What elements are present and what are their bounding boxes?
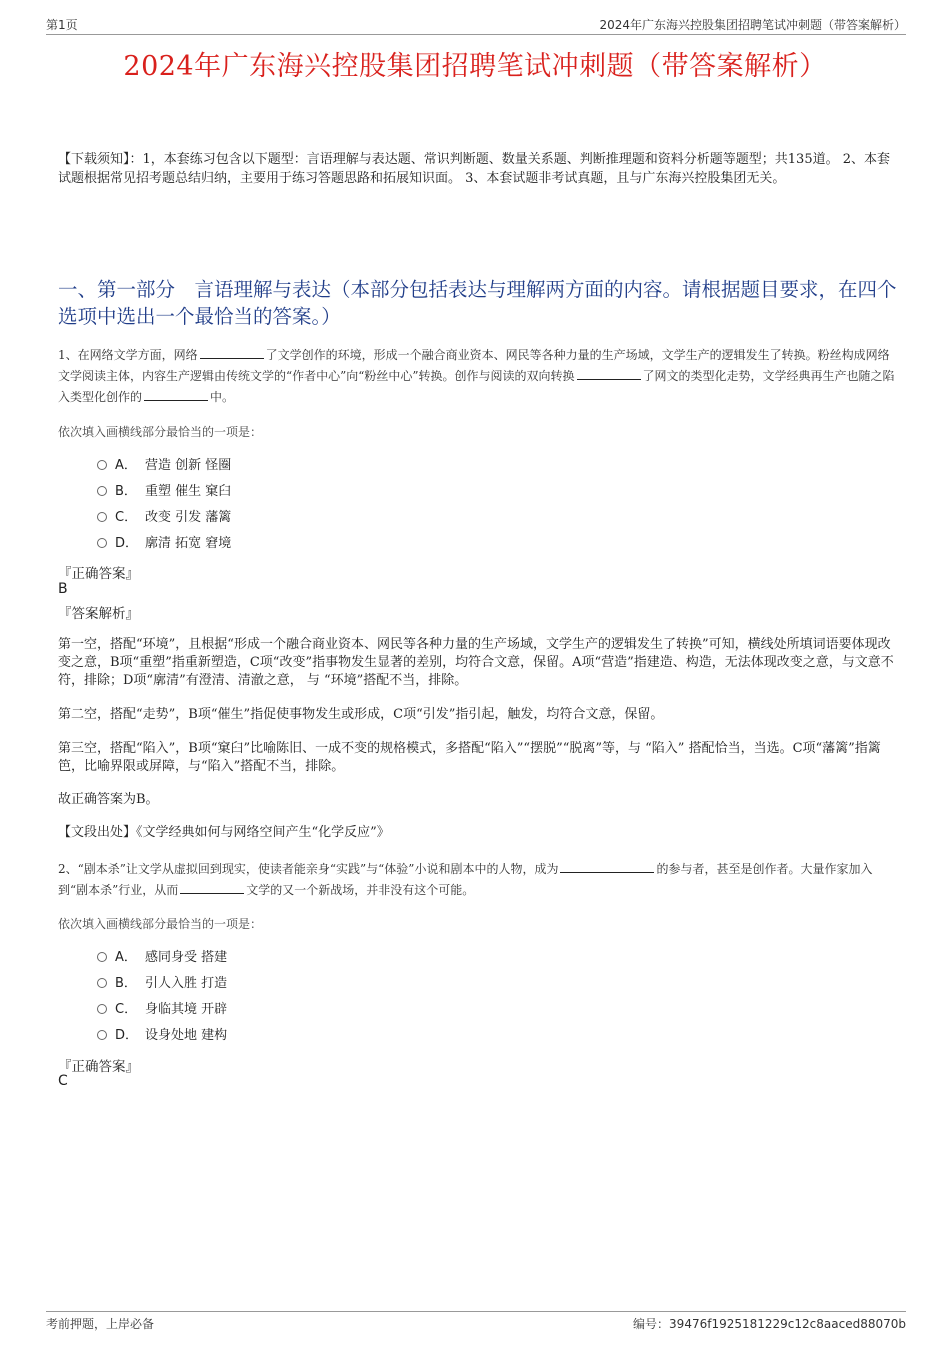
option-letter: D． [115,536,139,551]
question-1-prompt: 依次填入画横线部分最恰当的一项是： [58,425,263,439]
fill-blank [200,346,264,359]
option-text: 廓清 拓宽 窘境 [145,536,232,551]
option-letter: D． [115,1028,139,1043]
option-letter: B． [115,976,137,991]
footer-serial: 编号：39476f1925181229c12c8aaced88070b [633,1317,906,1331]
download-notice: 【下载须知】：1，本套练习包含以下题型：言语理解与表达题、常识判断题、数量关系题、判断推理题和资料分析题等题型；共135道。 2、本套试题根据常见招考题总结归纳，主要用于练习答题思路和拓展知识面。 3、本套试题非考试真题，且与广东海兴控股集团无关。 [58,152,890,186]
q2-option-c[interactable] [97,1000,227,1020]
q1-answer-tag: 『正确答案』 [58,566,139,582]
q1-explanation-3: 第三空，搭配“陷入”，B项“窠臼”比喻陈旧、一成不变的规格模式，多搭配“陷入”“摆脱”“脱离”等，与 “陷入” 搭配恰当，当选。C项“藩篱”指篱笆，比喻界限或屏障，与“陷入”搭配不当，排除。 [58,741,881,774]
fill-blank [577,367,641,380]
q2-text-2: 的参与者，甚至是创作者。大量作家加入到“剧本杀”行业，从而 [58,862,873,897]
q1-conclusion: 故正确答案为B。 [58,792,159,807]
q2-option-a[interactable] [97,948,227,968]
q2-option-b[interactable] [97,974,227,994]
radio-icon[interactable] [97,486,107,496]
option-text: 改变 引发 藩篱 [145,510,232,525]
q1-analysis-tag: 『答案解析』 [58,606,139,622]
option-text: 营造 创新 怪圈 [145,458,232,473]
q1-text-1: 1、在网络文学方面，网络 [58,348,198,362]
option-text: 重塑 催生 窠臼 [145,484,232,499]
radio-icon[interactable] [97,538,107,548]
option-text: 引人入胜 打造 [145,976,228,991]
q2-answer-tag: 『正确答案』 [58,1059,139,1075]
option-letter: B． [115,484,137,499]
page-footer [46,1311,906,1332]
q1-text-3: 了网文的类型化走势，文学经典再生产也随之陷入类型化创作的 [58,369,895,404]
fill-blank [144,388,208,401]
q1-option-b[interactable] [97,482,231,502]
q1-option-c[interactable] [97,508,231,528]
q1-explanation-1: 第一空，搭配“环境”，且根据“形成一个融合商业资本、网民等各种力量的生产场域，文学生产的逻辑发生了转换”可知，横线处所填词语要体现改变之意，B项“重塑”指重新塑造，C项“改变”指事物发生显著的差别，均符合文意，保留。A项“营造”指建造、构造，无法体现改变之意，与文意不符，排除；D项“廓清”有澄清、清澈之意， 与 “环境”搭配不当，排除。 [58,637,894,688]
header-doc-title: 2024年广东海兴控股集团招聘笔试冲刺题（带答案解析） [599,18,906,32]
page-number: 第1页 [46,18,78,32]
option-letter: C． [115,510,138,525]
fill-blank [560,860,654,873]
radio-icon[interactable] [97,460,107,470]
q2-text-1: 2、“剧本杀”让文学从虚拟回到现实，使读者能亲身“实践”与“体验”小说和剧本中的人物，成为 [58,862,559,876]
radio-icon[interactable] [97,952,107,962]
page-header [46,14,906,35]
footer-slogan: 考前押题，上岸必备 [46,1317,155,1331]
question-2-prompt: 依次填入画横线部分最恰当的一项是： [58,917,263,931]
page-title: 2024年广东海兴控股集团招聘笔试冲刺题（带答案解析） [123,51,827,82]
option-text: 感同身受 搭建 [145,950,228,965]
q1-option-a[interactable] [97,456,231,476]
radio-icon[interactable] [97,1030,107,1040]
radio-icon[interactable] [97,978,107,988]
q1-explanation-2: 第二空，搭配“走势”，B项“催生”指促使事物发生或形成，C项“引发”指引起，触发，均符合文意，保留。 [58,707,664,722]
q1-text-2: 了文学创作的环境，形成一个融合商业资本、网民等各种力量的生产场域，文学生产的逻辑发生了转换。粉丝构成网络文学阅读主体，内容生产逻辑由传统文学的“作者中心”向“粉丝中心”转换。创作与阅读的双向转换 [58,348,890,383]
q2-option-d[interactable] [97,1026,227,1046]
option-letter: C． [115,1002,138,1017]
q1-text-4: 中。 [210,390,235,404]
option-text: 身临其境 开辟 [145,1002,228,1017]
fill-blank [180,881,244,894]
q1-option-d[interactable] [97,534,231,554]
q1-answer: B [58,581,68,597]
q2-answer: C [58,1073,68,1089]
q2-text-3: 文学的又一个新战场，并非没有这个可能。 [246,883,475,897]
option-text: 设身处地 建构 [145,1028,228,1043]
section-heading: 一、第一部分 言语理解与表达（本部分包括表达与理解两方面的内容。请根据题目要求，在四个选项中选出一个最恰当的答案。） [58,278,897,328]
option-letter: A． [115,458,137,473]
radio-icon[interactable] [97,1004,107,1014]
radio-icon[interactable] [97,512,107,522]
question-2-stem [58,859,898,901]
q1-source: 【文段出处】《文学经典如何与网络空间产生“化学反应”》 [58,825,390,840]
question-1-stem [58,345,898,408]
option-letter: A． [115,950,137,965]
